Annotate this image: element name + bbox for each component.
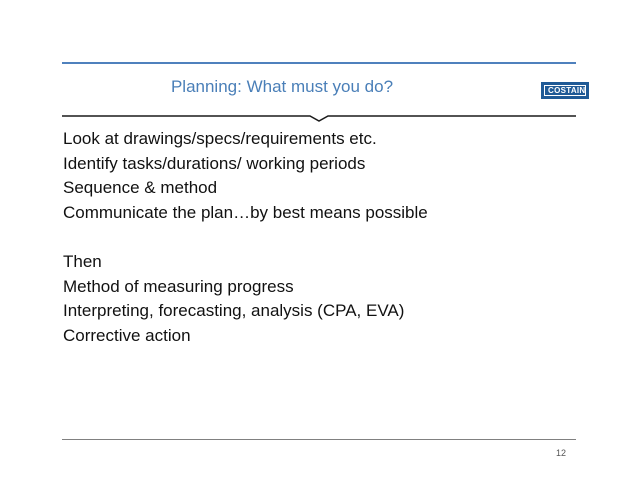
list-item: Communicate the plan…by best means possible	[63, 202, 428, 222]
content-list	[63, 127, 583, 348]
costain-logo	[541, 82, 589, 99]
list-item: Corrective action	[63, 325, 191, 345]
list-item: Then	[63, 251, 102, 271]
page-number: 12	[556, 448, 567, 458]
list-item: Sequence & method	[63, 178, 218, 198]
list-item: Method of measuring progress	[63, 276, 294, 296]
list-item: Identify tasks/durations/ working periods	[63, 153, 366, 173]
header-divider-with-notch	[62, 110, 576, 122]
list-item: Interpreting, forecasting, analysis (CPA, EVA)	[63, 301, 405, 321]
list-item: Look at drawings/specs/requirements etc.	[63, 129, 377, 148]
footer-rule	[62, 439, 576, 440]
list-spacer	[63, 225, 583, 250]
slide-title: Planning: What must you do?	[170, 77, 394, 96]
header-top-rule	[62, 62, 576, 64]
logo-text: COSTAIN	[548, 86, 586, 95]
